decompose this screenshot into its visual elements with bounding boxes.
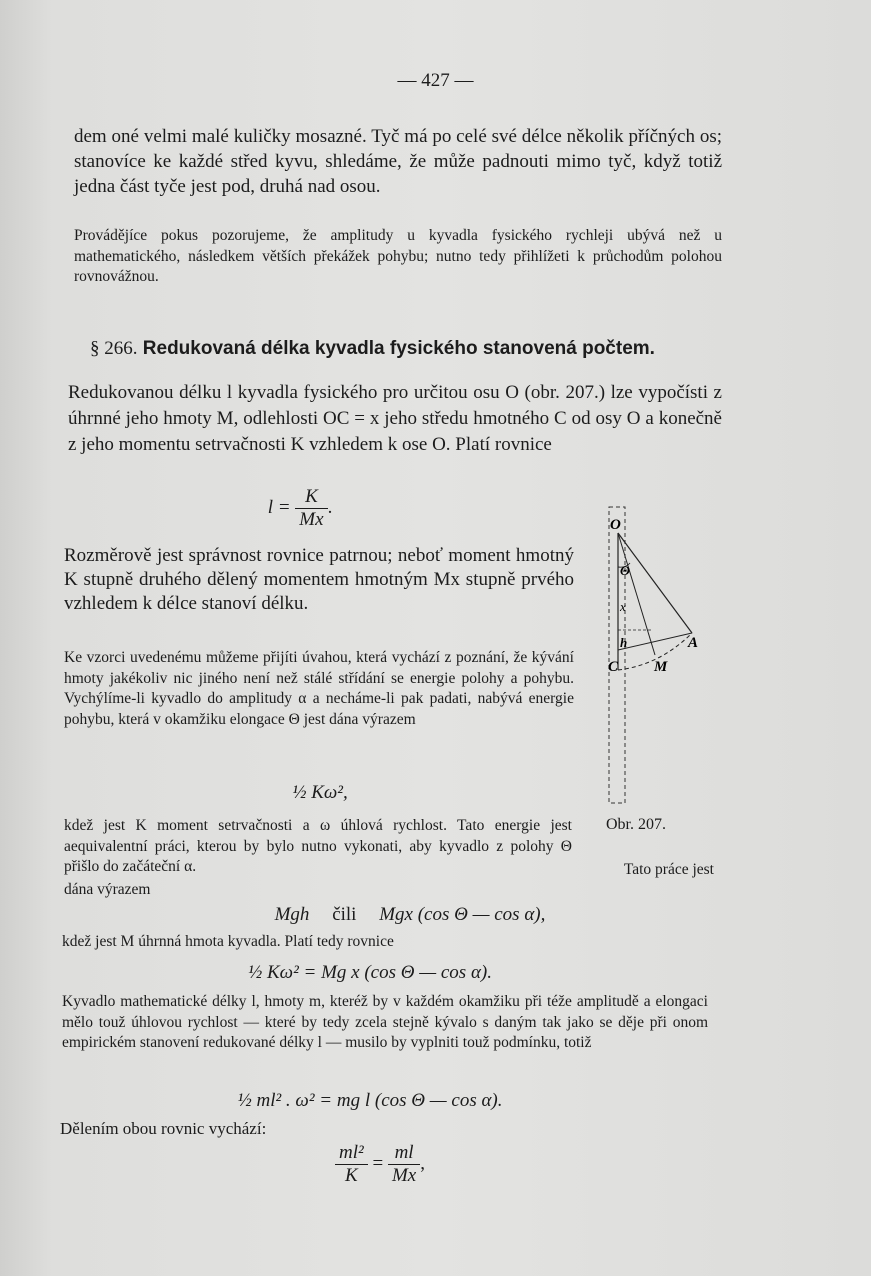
label-O: O (610, 517, 621, 533)
eq3-mid: čili (332, 904, 357, 925)
eq6-equals: = (372, 1152, 384, 1174)
eq6-num-left: ml² (335, 1142, 368, 1165)
equation-result (80, 1142, 680, 1187)
section-number: § 266. (90, 338, 138, 359)
height-line (618, 633, 692, 650)
eq6-end: , (420, 1152, 425, 1174)
eq6-fraction-left (335, 1142, 368, 1187)
bar-outline (609, 507, 628, 803)
label-x: x (620, 599, 626, 614)
label-M: M (654, 659, 668, 675)
eq1-lhs: l = (267, 496, 291, 518)
eq1-numerator: K (295, 486, 327, 509)
paragraph-experiment-note: Provádějíce pokus pozorujeme, že amplitudy u kyvadla fysického rychleji ubývá než u mathematického, následkem větších překážek pohybu; nutno tedy přihlížeti k průchodům polohou rovnovážnou. (74, 227, 722, 285)
eq6-fraction-right (388, 1142, 420, 1187)
equation-work (110, 904, 710, 926)
paragraph-work-tail-2: dána výrazem (64, 881, 151, 898)
label-C: C (608, 659, 619, 675)
equation-energy-balance: ½ Kω² = Mg x (cos Θ — cos α). (247, 962, 492, 983)
paragraph-work-tail: Tato práce jest (623, 861, 714, 878)
figure-207-diagram (600, 505, 700, 815)
pendulum-line-OA (618, 533, 692, 633)
equation-reduced-length (0, 486, 600, 531)
eq3-b: Mgx (cos Θ — cos α), (379, 904, 546, 925)
figure-caption: Obr. 207. (606, 816, 666, 833)
page-number: — 427 — (397, 70, 474, 91)
eq6-num-right: ml (388, 1142, 420, 1165)
eq1-end: . (327, 496, 333, 518)
equation-kinetic-energy: ½ Kω², (292, 782, 348, 803)
paragraph-intro: dem oné velmi malé kuličky mosazné. Tyč má po celé své délce několik příčných os; stanovíce ke každé střed kyvu, shledáme, že může padnouti mimo tyč, když totiž jedna část tyče jest pod, druhá nad osou. (74, 126, 722, 197)
eq3-a: Mgh (274, 904, 310, 925)
section-heading (90, 338, 730, 360)
section-title: Redukovaná délka kyvadla fysického stanovená počtem. (142, 338, 655, 359)
label-theta: Θ (620, 563, 630, 578)
paragraph-work: kdež jest K moment setrvačnosti a ω úhlová rychlost. Tato energie jest aequivalentní práci, kterou by bylo nutno vykonati, aby kyvadlo z polohy Θ přišlo do začáteční α. (64, 817, 572, 875)
eq1-fraction (295, 486, 327, 531)
paragraph-reduced-length: Redukovanou délku l kyvadla fysického pro určitou osu O (obr. 207.) lze vypočísti z úhrnné jeho hmoty M, odlehlosti OC = x jeho středu hmotného C od osy O a konečně z jeho momentu setrvačnosti K vzhledem k ose O. Platí rovnice (68, 382, 722, 455)
label-A: A (688, 635, 699, 651)
equation-math-pendulum: ½ ml² . ω² = mg l (cos Θ — cos α). (237, 1090, 503, 1111)
eq1-denominator: Mx (299, 509, 324, 530)
paragraph-division: Dělením obou rovnic vychází: (60, 1119, 267, 1138)
label-h: h (620, 635, 628, 650)
eq6-den-left: K (345, 1165, 358, 1186)
eq6-den-right: Mx (391, 1165, 417, 1186)
paragraph-dimension: Rozměrově jest správnost rovnice patrnou; neboť moment hmotný K stupně druhého dělený momentem hmotným Mx stupně prvého vzhledem k délce stanoví délku. (64, 545, 574, 614)
paragraph-math-pendulum: Kyvadlo mathematické délky l, hmoty m, kteréž by v každém okamžiku při téže amplitudě a elongaci mělo touž úhlovou rychlost — které by tedy zcela stejně kývalo s daným tak jako se děje při onom empirickém stanovení redukované délky l — musilo by vyplniti touž podmínku, totiž (62, 993, 708, 1051)
paragraph-total-mass: kdež jest M úhrnná hmota kyvadla. Platí tedy rovnice (62, 933, 394, 950)
paragraph-energy: Ke vzorci uvedenému můžeme přijíti úvahou, která vychází z poznání, že kývání hmoty jakékoliv nic jiného není než stálé střídání se energie polohy a pohybu. Vychýlíme-li kyvadlo do amplitudy α a necháme-li pak padati, nabývá energie pohybu, která v okamžiku elongace Θ jest dána výrazem (64, 649, 574, 728)
